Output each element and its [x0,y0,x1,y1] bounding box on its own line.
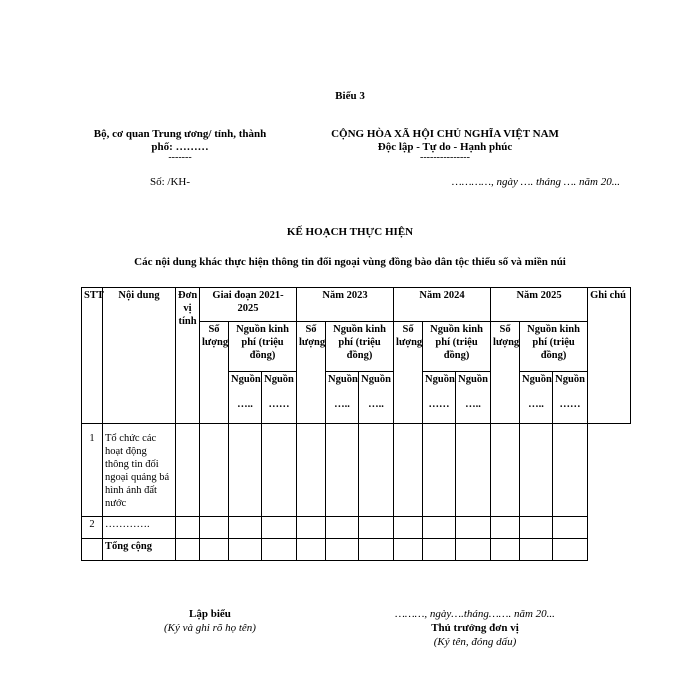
header-source [456,372,491,424]
source-dots: ….. [368,399,384,411]
country-name: CỘNG HÒA XÃ HỘI CHỦ NGHĨA VIỆT NAM [331,128,559,140]
source-label: Nguồn [425,374,455,386]
row-content: Tổ chức các hoạt động thông tin đối ngoại quảng bá hình ảnh đất nước [103,424,176,516]
header-source [229,372,262,424]
source-label: Nguồn [231,374,261,386]
header-source [262,372,297,424]
header-row-1 [82,288,631,322]
header-year-2025: Năm 2025 [491,288,588,322]
document-number: Số: /KH- [150,176,191,188]
signature-preparer [130,607,290,635]
header-content: Nội dung [103,288,176,424]
source-dots: ….. [334,399,350,411]
org-line-2: phố: ……… [151,141,209,153]
source-label: Nguồn [328,374,358,386]
row-stt: 1 [82,424,103,516]
header-source [520,372,553,424]
header-funding: Nguồn kinh phí (triệu đồng) [520,322,588,372]
signature-head [380,607,570,649]
page-subtitle: Các nội dung khác thực hiện thông tin đối ngoại vùng đồng bào dân tộc thiểu số và miền núi [134,256,566,268]
head-title: Thủ trưởng đơn vị [431,622,519,634]
header-funding: Nguồn kinh phí (triệu đồng) [423,322,491,372]
date-line: …………, ngày …. tháng …. năm 20... [451,176,620,188]
header-source [423,372,456,424]
head-date-line: ………, ngày….tháng……. năm 20... [395,608,555,620]
header-quantity: Số lượng [297,322,326,424]
source-dots: …… [268,399,290,411]
issuing-organization [80,128,280,154]
header-quantity: Số lượng [394,322,423,424]
header-source [326,372,359,424]
org-line-1: Bộ, cơ quan Trung ương/ tỉnh, thành [93,128,267,140]
head-note: (Ký tên, đóng dấu) [433,636,517,648]
row-content: …………. [103,516,176,538]
source-dots: …… [559,399,581,411]
row-stt [82,538,103,560]
header-unit: Đơn vị tính [176,288,200,424]
header-source [553,372,588,424]
source-label: Nguồn [522,374,552,386]
header-note: Ghi chú [588,288,631,424]
source-dots: ….. [465,399,481,411]
header-funding: Nguồn kinh phí (triệu đồng) [229,322,297,372]
org-divider: ------- [168,152,192,163]
source-label: Nguồn [361,374,391,386]
country-divider: --------------- [420,152,470,163]
page-title: KẾ HOẠCH THỰC HIỆN [286,226,414,238]
table-row [82,424,631,516]
header-quantity: Số lượng [200,322,229,424]
form-label: Biểu 3 [335,90,365,102]
header-quantity: Số lượng [491,322,520,424]
source-label: Nguồn [555,374,585,386]
preparer-title: Lập biểu [189,608,231,620]
header-funding: Nguồn kinh phí (triệu đồng) [326,322,394,372]
source-dots: …… [428,399,450,411]
header-period-2021-2025: Giai đoạn 2021-2025 [200,288,297,322]
preparer-note: (Ký và ghi rõ họ tên) [164,622,256,634]
header-source [359,372,394,424]
header-year-2023: Năm 2023 [297,288,394,322]
national-heading [320,128,570,154]
source-label: Nguồn [458,374,488,386]
header-stt: STT [82,288,103,424]
table-row [82,516,631,538]
source-dots: ….. [528,399,544,411]
table-row-total [82,538,631,560]
country-motto: Độc lập - Tự do - Hạnh phúc [377,141,513,153]
header-year-2024: Năm 2024 [394,288,491,322]
source-dots: ….. [237,399,253,411]
row-stt: 2 [82,516,103,538]
plan-table [81,287,631,561]
source-label: Nguồn [264,374,294,386]
row-content: Tổng cộng [103,538,176,560]
